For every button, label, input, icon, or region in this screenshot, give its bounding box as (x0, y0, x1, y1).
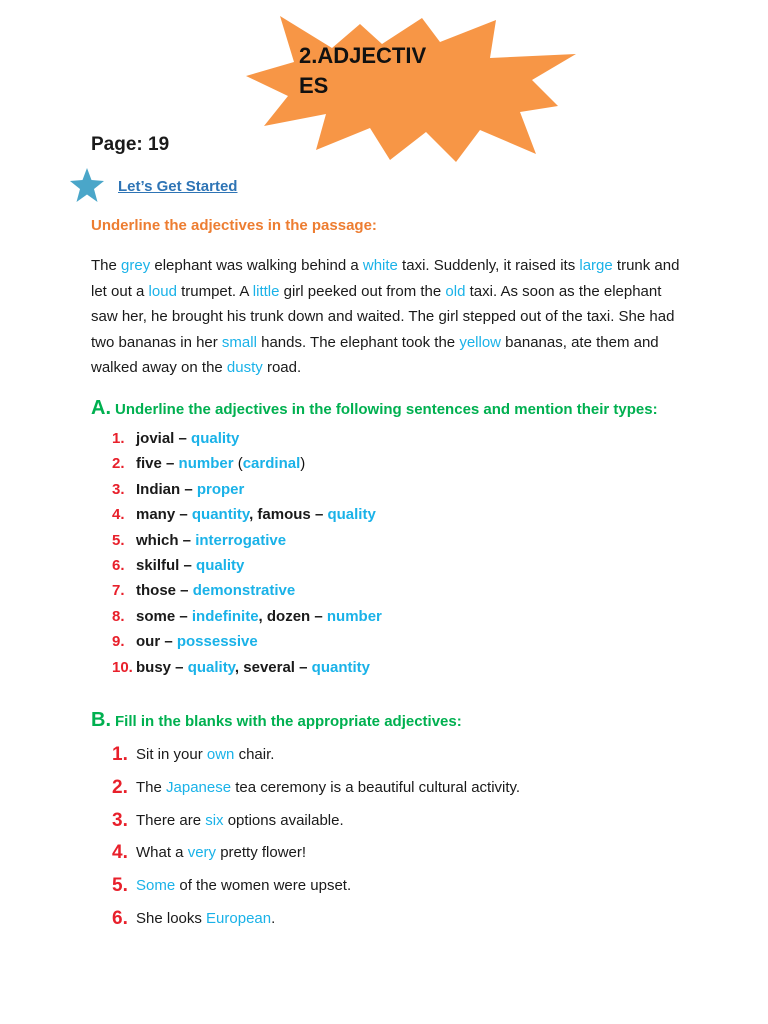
chapter-title: 2.ADJECTIVES (299, 43, 427, 98)
adjective-answer: European (206, 909, 272, 927)
section-a-list (91, 426, 382, 680)
passage-instruction: Underline the adjectives in the passage: (91, 217, 377, 234)
adjective-answer: possessive (176, 633, 258, 651)
star-icon (62, 166, 108, 206)
page-label: Page: 19 (91, 134, 170, 155)
item-text: She looks (136, 909, 207, 927)
section-a-heading (91, 397, 658, 420)
item-text: five – (136, 455, 179, 473)
section-a-item-number: 3. (112, 480, 125, 498)
item-text: The (136, 778, 167, 796)
section-a-item-number: 8. (112, 607, 125, 625)
section-b-item (91, 741, 520, 774)
adjective-answer: Japanese (166, 778, 232, 796)
section-a-item (91, 553, 382, 578)
adjective-answer: number (326, 607, 382, 625)
section-a-item (91, 451, 382, 476)
section-a-item-number: 5. (112, 531, 125, 549)
adjective-answer: very (187, 844, 217, 862)
section-b-item (91, 872, 520, 905)
item-text: many – (136, 506, 192, 524)
item-text: There are (136, 811, 206, 829)
adjective-answer: quantity (311, 658, 370, 676)
section-b-item-number: 3. (112, 809, 128, 831)
section-b-item-number: 6. (112, 907, 128, 929)
item-text: What a (136, 844, 188, 862)
section-b-item (91, 839, 520, 872)
section-b-title: Fill in the blanks with the appropriate adjectives: (115, 713, 462, 730)
passage-segment: elephant was walking behind a (150, 257, 363, 274)
item-text: which – (136, 531, 196, 549)
section-a-item-number: 1. (112, 430, 125, 447)
item-text: chair. (234, 746, 275, 763)
adjective-answer: interrogative (195, 531, 287, 549)
section-a-item (91, 578, 382, 603)
section-a-item (91, 477, 382, 502)
section-a-letter: A. (91, 397, 111, 419)
item-text: some – (136, 607, 192, 625)
adjective-answer: six (205, 811, 224, 829)
item-text: ( (233, 455, 243, 473)
item-text: ) (300, 455, 306, 473)
passage-segment: hands. The elephant took the (256, 333, 460, 351)
item-text: Sit in your (136, 746, 207, 763)
highlighted-adjective: large (579, 257, 613, 274)
section-b-item-number: 1. (112, 744, 128, 765)
item-text: options available. (223, 811, 344, 829)
section-a-item (91, 604, 382, 629)
item-text: our – (136, 633, 177, 651)
section-a-item (91, 655, 382, 680)
item-text: jovial – (136, 430, 192, 447)
section-a-item-number: 9. (112, 633, 125, 651)
adjective-answer: Some (136, 877, 176, 895)
passage-segment: bananas, ate them and walked away on the (91, 333, 659, 376)
item-text: , famous – (249, 506, 328, 524)
section-a-item (91, 426, 382, 451)
highlighted-adjective: white (362, 257, 398, 274)
adjective-answer: indefinite (191, 607, 259, 625)
section-a-title: Underline the adjectives in the following sentences and mention their types: (115, 401, 658, 418)
section-a-item-number: 7. (112, 582, 125, 600)
item-text: , dozen – (258, 607, 327, 625)
section-a-item-number: 10. (112, 658, 133, 676)
item-text: pretty flower! (216, 844, 307, 862)
adjective-answer: cardinal (242, 455, 301, 473)
item-text: busy – (136, 658, 188, 676)
section-a-item-number: 2. (112, 455, 125, 473)
section-b-item-number: 5. (112, 875, 128, 897)
highlighted-adjective: yellow (459, 333, 502, 351)
passage-segment: trunk and let out a (91, 257, 680, 300)
adjective-answer: quantity (191, 506, 250, 524)
passage-segment: road. (262, 359, 302, 376)
section-b-item (91, 905, 520, 938)
highlighted-adjective: grey (121, 257, 151, 274)
section-b-item-number: 4. (112, 842, 128, 864)
passage-segment: trumpet. A (176, 282, 253, 300)
passage-segment: The (91, 257, 122, 274)
section-b-list (91, 741, 520, 938)
item-text: skilful – (136, 556, 197, 574)
highlighted-adjective: dusty (226, 359, 263, 376)
section-b-heading (91, 709, 462, 732)
item-text: of the women were upset. (175, 877, 352, 895)
section-b-letter: B. (91, 709, 111, 731)
adjective-answer: quality (327, 506, 376, 524)
item-text: tea ceremony is a beautiful cultural activity. (231, 778, 521, 796)
highlighted-adjective: little (252, 282, 280, 300)
section-a-item-number: 6. (112, 556, 125, 574)
section-b-item-number: 2. (112, 776, 128, 798)
section-a-item (91, 528, 382, 553)
section-a-item (91, 629, 382, 654)
item-text: . (271, 909, 276, 927)
lets-get-started-link[interactable]: Let’s Get Started (118, 178, 238, 195)
passage-segment: girl peeked out from the (279, 282, 446, 300)
highlighted-adjective: small (221, 333, 257, 351)
section-b-item (91, 807, 520, 840)
passage-segment: taxi. As soon as the elephant saw her, he brought his trunk down and waited. The girl stepped out of the taxi. She had two bananas in her (91, 282, 675, 351)
adjective-answer: number (178, 455, 234, 473)
highlighted-adjective: loud (148, 282, 177, 300)
adjective-answer: own (206, 746, 235, 763)
item-text: , several – (234, 658, 312, 676)
adjective-answer: quality (191, 430, 240, 447)
item-text: those – (136, 582, 193, 600)
adjective-answer: demonstrative (192, 582, 296, 600)
section-b-item (91, 774, 520, 807)
adjective-answer: proper (196, 480, 245, 498)
section-a-item-number: 4. (112, 506, 125, 524)
section-a-item (91, 502, 382, 527)
highlighted-adjective: old (445, 282, 466, 300)
passage-segment: taxi. Suddenly, it raised its (397, 257, 580, 274)
adjective-answer: quality (196, 556, 245, 574)
item-text: Indian – (136, 480, 197, 498)
adjective-answer: quality (187, 658, 235, 676)
passage-text (91, 253, 691, 381)
